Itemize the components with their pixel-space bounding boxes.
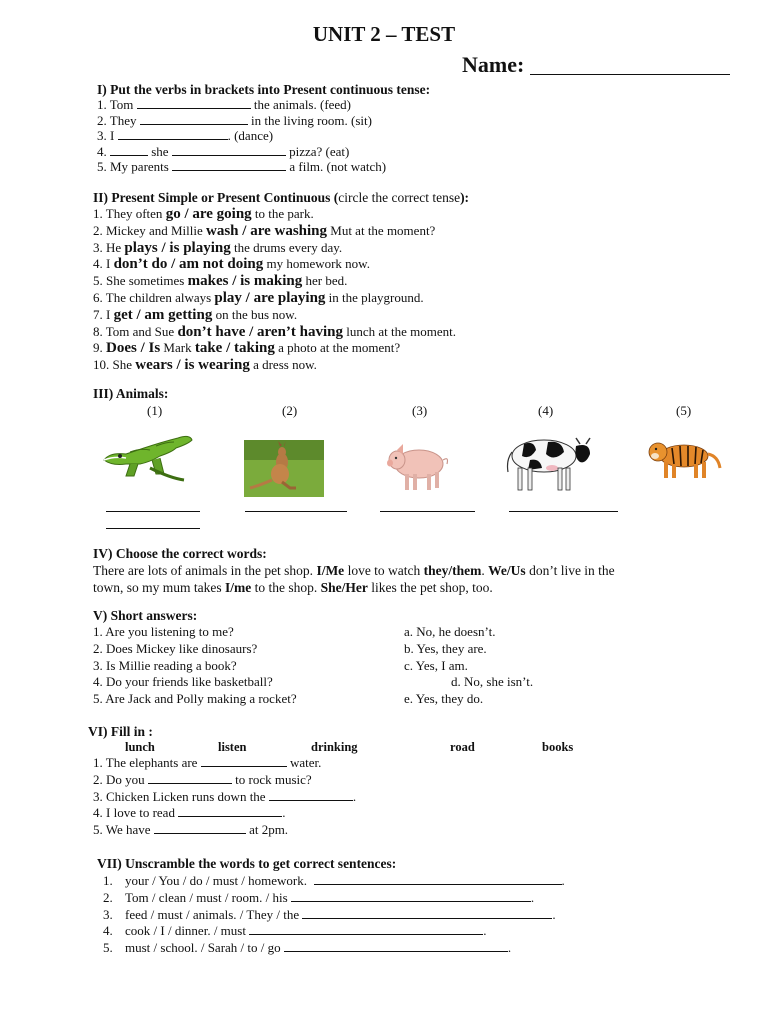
animal-number-1: (1): [147, 403, 163, 418]
s2-text: Mut at the moment?: [327, 222, 436, 238]
s2-item: [93, 223, 456, 240]
s2-text: 1. They often: [93, 206, 166, 221]
s6-text: to rock music?: [231, 771, 312, 787]
answer-blank[interactable]: [249, 923, 483, 935]
answer: b. Yes, they are.: [404, 640, 487, 656]
s4-text: town, so my mum takes: [93, 579, 225, 595]
s7-text: your / You / do / must / homework.: [125, 873, 308, 888]
s1-item-text: she: [148, 143, 172, 159]
section-4-paragraph: [93, 563, 615, 597]
section-2-heading: [93, 190, 469, 206]
s2-text: my homework now.: [263, 256, 370, 272]
s2-text: lunch at the moment.: [343, 323, 457, 339]
answer: a. No, he doesn’t.: [404, 624, 496, 639]
s2-text: 5. She sometimes: [93, 273, 188, 289]
answer-blank[interactable]: [148, 772, 232, 784]
s2-item: [93, 273, 456, 290]
section-3-heading: III) Animals:: [93, 386, 169, 401]
word-bank-item: drinking: [311, 740, 358, 754]
tense-option[interactable]: don’t have / aren’t having: [177, 323, 344, 340]
s7-text: Tom / clean / must / room. / his: [125, 889, 288, 905]
tense-option[interactable]: play / are playing: [214, 289, 326, 306]
s6-text: at 2pm.: [245, 822, 289, 838]
section-6-heading: VI) Fill in :: [88, 724, 153, 739]
word-choice[interactable]: She/Her: [320, 579, 368, 595]
s6-item: [93, 789, 356, 806]
pig-image: [385, 436, 451, 494]
s2-text: 9.: [93, 340, 106, 356]
tense-option[interactable]: wears / is wearing: [135, 357, 250, 374]
answer-blank[interactable]: [178, 805, 282, 817]
crocodile-image: [100, 430, 194, 488]
answers-list: [404, 624, 533, 708]
s1-item-5: [97, 159, 386, 175]
animal-answer-1b[interactable]: [106, 528, 200, 529]
s7-text: .: [507, 940, 512, 956]
s7-text: .: [552, 906, 556, 922]
s7-item: [103, 890, 565, 907]
s1-item-text: . (dance): [227, 128, 274, 143]
s1-item-1: [97, 97, 386, 113]
s2-text: 3. He: [93, 239, 125, 255]
animal-number-2: (2): [282, 403, 298, 418]
question: 3. Is Millie reading a book?: [93, 657, 237, 673]
s4-text: don’t live in the: [525, 563, 615, 578]
s1-item-text: pizza? (eat): [285, 143, 350, 159]
tense-option[interactable]: get / am getting: [113, 306, 213, 323]
word-bank-item: listen: [218, 740, 247, 754]
answer-blank[interactable]: [291, 890, 531, 902]
answer: e. Yes, they do.: [404, 691, 484, 707]
s4-text: There are lots of animals in the pet shop.: [93, 563, 317, 578]
s6-item: [93, 772, 356, 789]
question: 4. Do your friends like basketball?: [93, 674, 273, 690]
s2-item: [93, 240, 456, 257]
animal-number-5: (5): [676, 403, 692, 418]
name-field[interactable]: [530, 74, 730, 75]
s2-text: a dress now.: [249, 357, 317, 373]
section-7-heading: VII) Unscramble the words to get correct sentences:: [97, 856, 397, 871]
questions-list: [93, 624, 297, 708]
s2-text: Mark: [160, 340, 195, 356]
s2-text: a photo at the moment?: [274, 340, 401, 356]
s2-text: 7. I: [93, 306, 114, 322]
tense-option[interactable]: go / are going: [165, 206, 252, 222]
s7-text: .: [561, 873, 565, 888]
tense-option[interactable]: makes / is making: [187, 273, 303, 290]
kangaroo-image: [244, 440, 324, 497]
s2-text: to the park.: [251, 206, 314, 221]
answer-blank[interactable]: [201, 755, 287, 767]
s2-text: on the bus now.: [212, 306, 298, 322]
section-6-list: [93, 755, 356, 839]
s1-item-text: the animals. (feed): [250, 97, 352, 112]
s7-number: 3.: [103, 906, 113, 922]
answer-blank[interactable]: [154, 822, 246, 834]
answer-blank[interactable]: [118, 128, 228, 140]
answer: c. Yes, I am.: [404, 657, 468, 673]
s4-line-2: [93, 580, 615, 597]
s2-item: [93, 307, 456, 324]
answer-blank[interactable]: [269, 789, 353, 801]
section-2-list: [93, 206, 456, 374]
section-1-heading: I) Put the verbs in brackets into Present continuous tense:: [97, 82, 431, 97]
s2-text: her bed.: [302, 273, 348, 289]
s2-text: 4. I: [93, 256, 114, 272]
s4-line-1: [93, 563, 615, 580]
s2-text: 8. Tom and Sue: [93, 323, 178, 339]
animal-answer-4[interactable]: [509, 511, 618, 512]
s1-item-4: [97, 144, 386, 160]
s2-text: the drums every day.: [230, 239, 343, 255]
answer-blank[interactable]: [140, 113, 248, 125]
word-choice[interactable]: they/them: [423, 563, 482, 578]
question: 5. Are Jack and Polly making a rocket?: [93, 691, 297, 707]
tense-option[interactable]: wash / are washing: [206, 222, 328, 239]
s2-text: in the playground.: [325, 289, 424, 305]
heading-part: circle the correct tense: [338, 190, 461, 205]
s4-text: love to watch: [344, 563, 424, 578]
word-bank-item: road: [450, 740, 475, 754]
animal-number-3: (3): [412, 403, 428, 418]
s7-number: 2.: [103, 889, 113, 905]
question: 2. Does Mickey like dinosaurs?: [93, 640, 258, 656]
tense-option[interactable]: don’t do / am not doing: [113, 256, 264, 273]
answer-blank[interactable]: [284, 940, 508, 952]
tiger-image: [648, 434, 724, 482]
s1-item-text: 1. Tom: [97, 97, 137, 112]
s1-item-text: 3. I: [97, 128, 118, 143]
s6-item: [93, 805, 356, 822]
s6-text: .: [282, 805, 286, 821]
s2-item: [93, 324, 456, 341]
s7-text: .: [483, 923, 487, 939]
section-5-heading: V) Short answers:: [93, 608, 198, 623]
question: 1. Are you listening to me?: [93, 624, 234, 639]
s6-text: 3. Chicken Licken runs down the: [93, 788, 269, 804]
s2-item: [93, 340, 456, 357]
s4-text: to the shop.: [251, 579, 321, 595]
s1-item-text: 4.: [97, 143, 110, 159]
s7-text: must / school. / Sarah / to / go: [125, 940, 281, 956]
word-choice[interactable]: We/Us: [488, 563, 526, 578]
s6-text: 5. We have: [93, 822, 154, 838]
tense-option[interactable]: take / taking: [194, 340, 275, 357]
answer-blank[interactable]: [110, 144, 148, 156]
animal-answer-2[interactable]: [245, 511, 347, 512]
section-4-heading: IV) Choose the correct words:: [93, 546, 267, 561]
word-choice[interactable]: I/me: [225, 579, 252, 595]
name-label: Name:: [462, 52, 525, 77]
word-bank-item: lunch: [125, 740, 155, 754]
s1-item-text: 2. They: [97, 112, 140, 128]
answer-blank[interactable]: [172, 159, 286, 171]
word-choice[interactable]: I/Me: [316, 563, 345, 578]
word-bank-item: books: [542, 740, 574, 754]
s7-text: .: [530, 889, 535, 905]
s1-item-text: 5. My parents: [97, 159, 173, 174]
s2-item: [93, 206, 456, 223]
heading-part: ):: [460, 190, 470, 205]
heading-part: II) Present Simple or Present Continuous (: [93, 190, 339, 205]
answer-blank[interactable]: [137, 97, 251, 109]
s2-text: 2. Mickey and Millie: [93, 222, 207, 238]
s7-item: [103, 873, 565, 890]
s1-item-3: [97, 128, 386, 144]
s6-text: 2. Do you: [93, 771, 148, 787]
s1-item-text: a film. (not watch): [286, 159, 387, 174]
section-1-list: [97, 97, 386, 175]
cow-image: [500, 430, 592, 494]
s7-number: 4.: [103, 923, 113, 939]
s7-item: [103, 923, 565, 940]
s2-item: [93, 256, 456, 273]
answer-blank[interactable]: [314, 873, 562, 885]
s7-item: [103, 907, 565, 924]
s1-item-text: in the living room. (sit): [247, 112, 372, 128]
animal-answer-1[interactable]: [106, 511, 200, 512]
s7-item: [103, 940, 565, 957]
s2-text: 10. She: [93, 357, 136, 373]
s7-text: cook / I / dinner. / must: [125, 923, 246, 939]
s2-item: [93, 357, 456, 374]
animal-number-4: (4): [538, 403, 554, 418]
page-title: UNIT 2 – TEST: [312, 22, 456, 46]
s7-number: 1.: [103, 873, 113, 888]
s7-number: 5.: [103, 940, 113, 956]
s6-text: .: [352, 788, 357, 804]
word-bank: [0, 740, 768, 756]
s2-text: 6. The children always: [93, 289, 215, 305]
s6-item: [93, 822, 356, 839]
s6-text: 1. The elephants are: [93, 755, 201, 770]
s6-item: [93, 755, 356, 772]
tense-option[interactable]: plays / is playing: [124, 239, 231, 256]
s6-text: 4. I love to read: [93, 805, 179, 821]
section-7-list: [103, 873, 565, 957]
answer-blank[interactable]: [172, 144, 286, 156]
s7-text: feed / must / animals. / They / the: [125, 906, 300, 922]
s1-item-2: [97, 113, 386, 129]
s4-text: likes the pet shop, too.: [367, 579, 493, 595]
s4-text: .: [481, 563, 489, 578]
tense-option[interactable]: Does / Is: [106, 340, 161, 357]
animal-answer-3[interactable]: [380, 511, 475, 512]
s6-text: water.: [286, 755, 322, 770]
s2-item: [93, 290, 456, 307]
answer-blank[interactable]: [302, 907, 552, 919]
answer: d. No, she isn’t.: [451, 674, 534, 690]
